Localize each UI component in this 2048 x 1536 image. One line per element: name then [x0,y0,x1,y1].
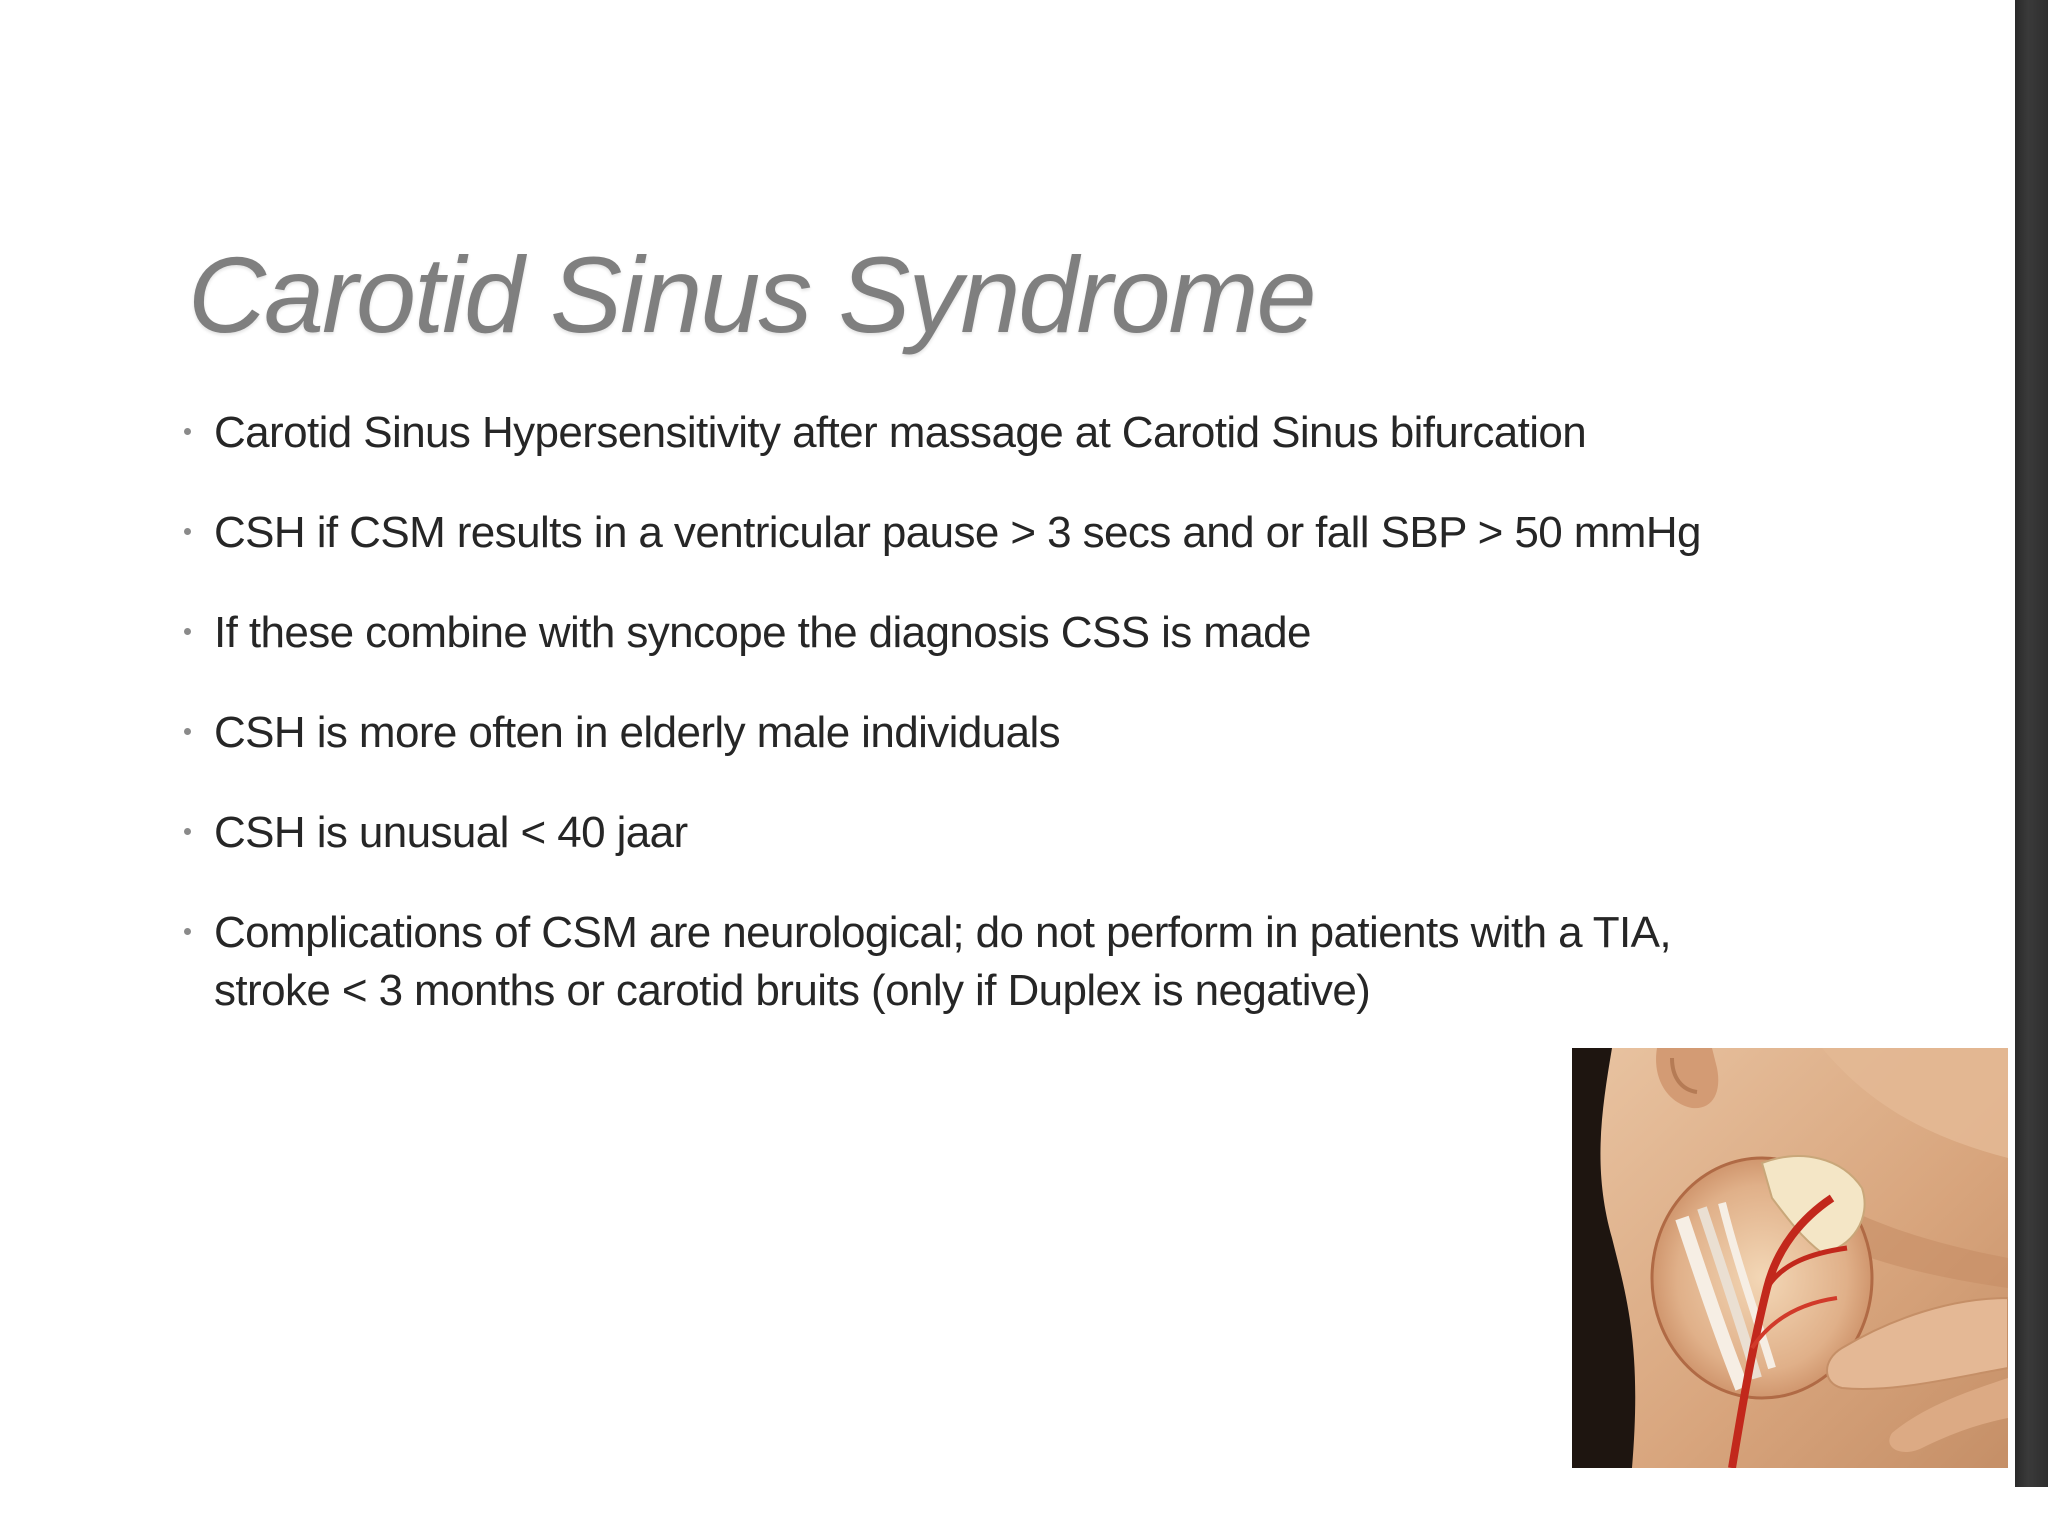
bullet-item [180,504,1740,562]
bullet-icon [184,928,191,935]
bottom-margin [0,1487,2048,1536]
bullet-text: If these combine with syncope the diagnosis CSS is made [214,608,1311,657]
bullet-item [180,604,1740,662]
bullet-text: CSH if CSM results in a ventricular pause > 3 secs and or fall SBP > 50 mmHg [214,508,1701,557]
bullet-icon [184,428,191,435]
bullet-icon [184,828,191,835]
right-border-bar [2015,0,2048,1536]
bullet-item [180,804,1740,862]
bullet-icon [184,628,191,635]
carotid-massage-image [1572,1048,2008,1468]
bullet-icon [184,528,191,535]
bullet-text: CSH is more often in elderly male individuals [214,708,1061,757]
bullet-list [180,404,1740,1062]
neck-anatomy-illustration [1572,1048,2008,1468]
bullet-icon [184,728,191,735]
bullet-text: CSH is unusual < 40 jaar [214,808,688,857]
bullet-text: Carotid Sinus Hypersensitivity after massage at Carotid Sinus bifurcation [214,408,1587,457]
bullet-item [180,704,1740,762]
bullet-item [180,904,1740,1020]
bullet-item [180,404,1740,462]
slide-title: Carotid Sinus Syndrome [188,234,1315,355]
bullet-text: Complications of CSM are neurological; do not perform in patients with a TIA, stroke < 3 months or carotid bruits (only if Duplex is negative) [214,908,1672,1015]
